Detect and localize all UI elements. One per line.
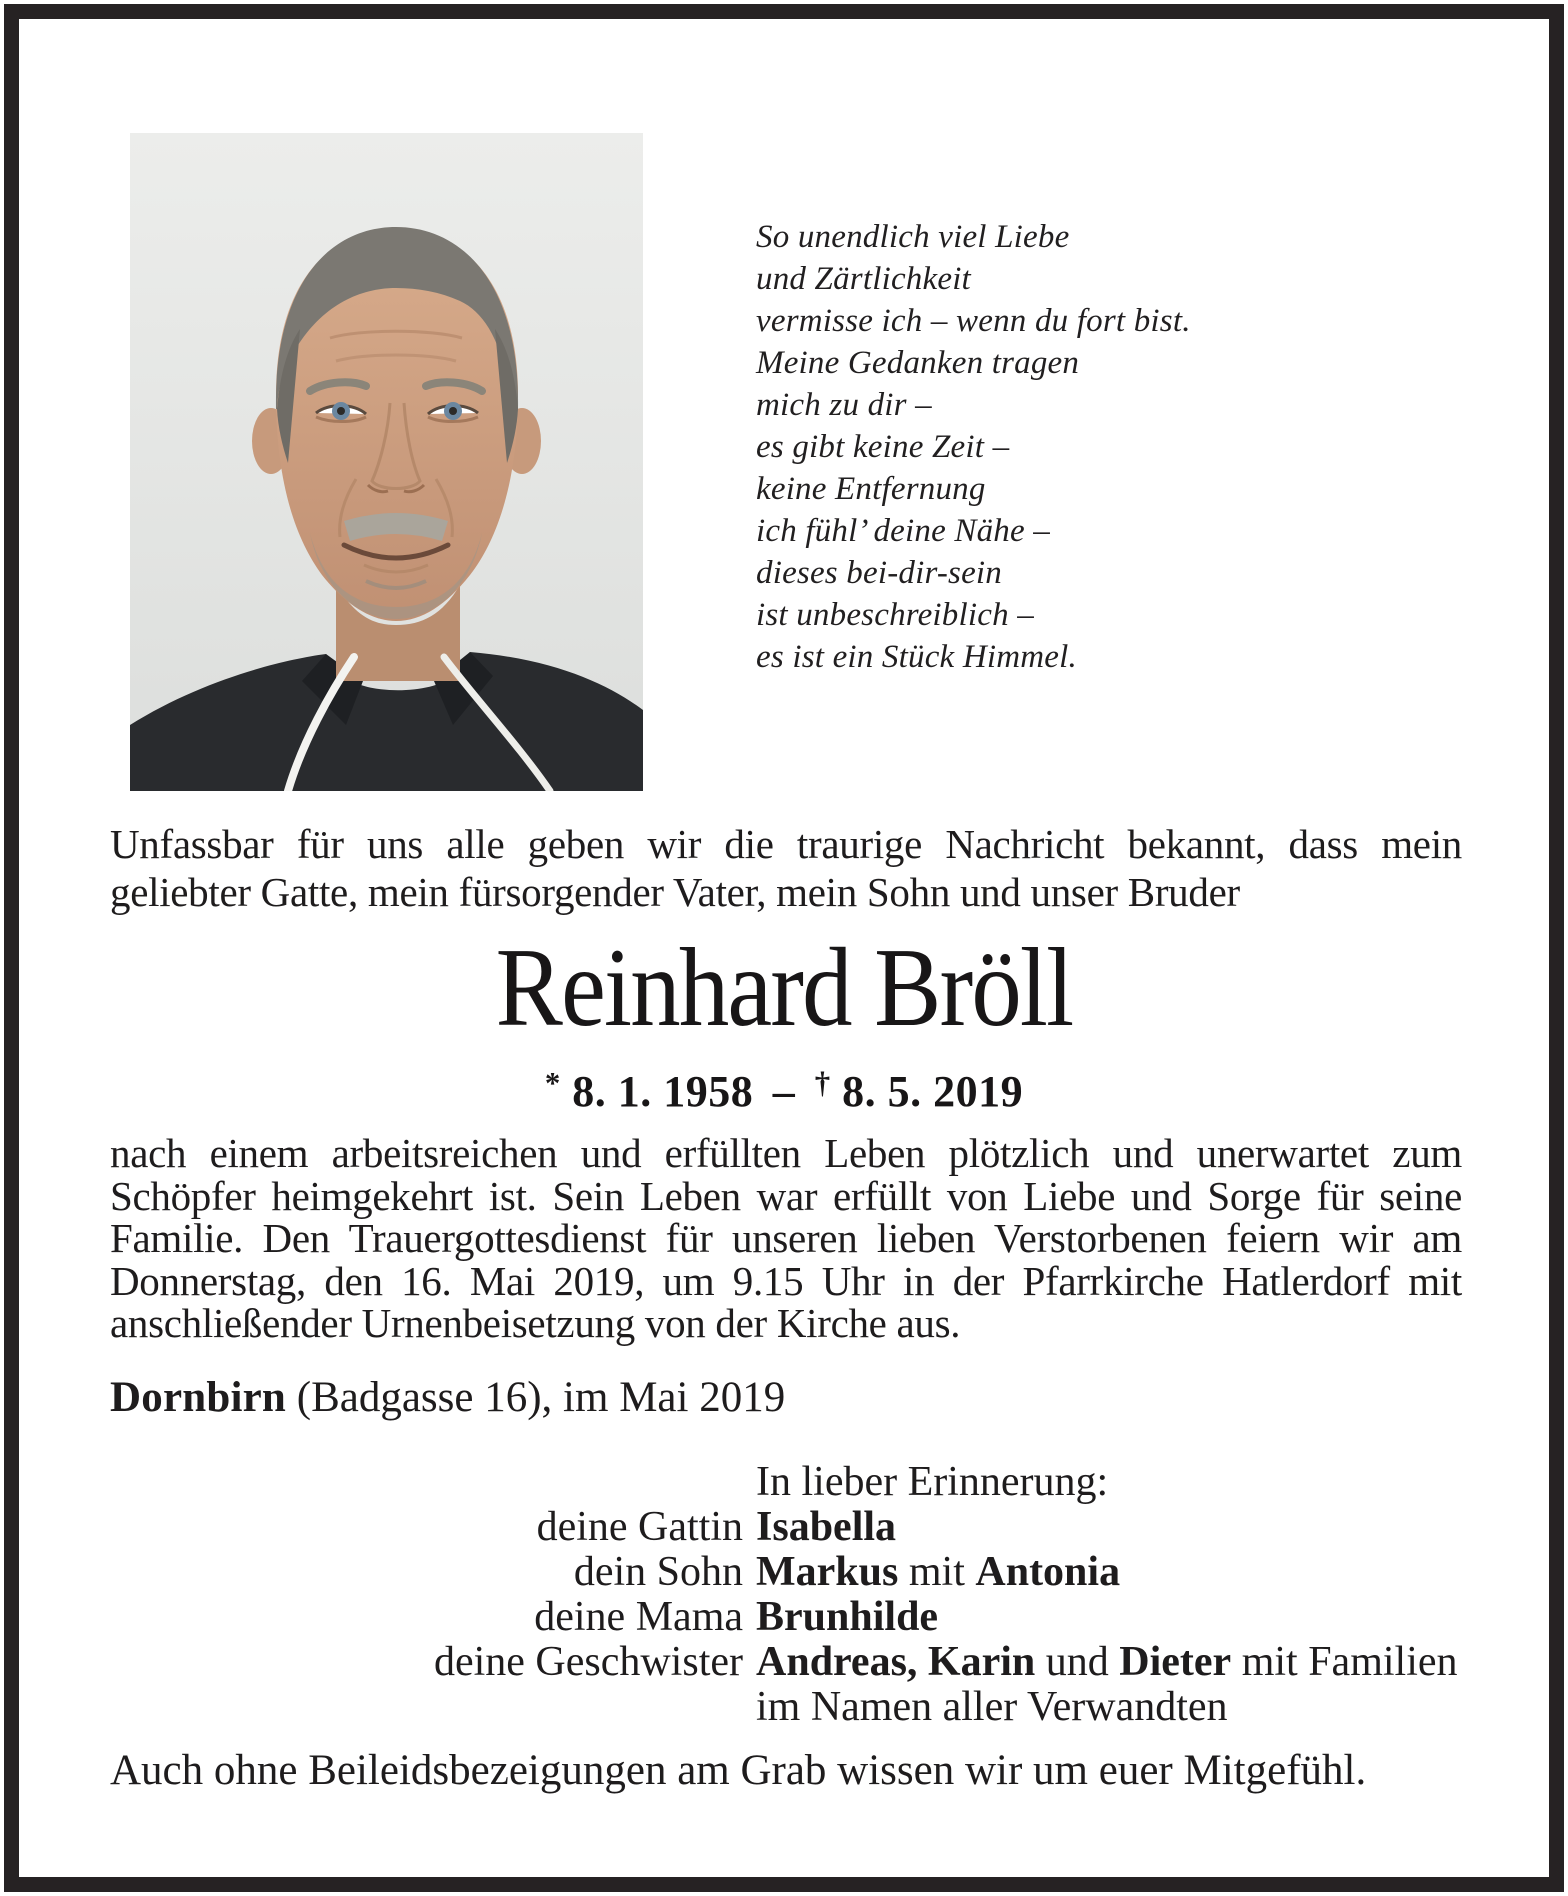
poem-line: keine Entfernung xyxy=(756,471,986,507)
life-dates xyxy=(0,1066,1568,1117)
remembrance-names xyxy=(756,1505,1468,1550)
poem-line: ist unbeschreiblich – xyxy=(756,597,1034,633)
remembrance-relation-label: deine Mama xyxy=(534,1594,743,1640)
family-member-name: Isabella xyxy=(756,1504,897,1550)
birth-date: 8. 1. 1958 xyxy=(572,1067,754,1116)
poem-line: So unendlich viel Liebe xyxy=(756,219,1070,255)
condolence-note: Auch ohne Beileidsbezeigungen am Grab wissen wir um euer Mitgefühl. xyxy=(110,1747,1367,1794)
family-member-name: Markus xyxy=(756,1549,899,1595)
names-connector: und xyxy=(1035,1639,1120,1685)
family-member-name: Dieter xyxy=(1119,1639,1232,1685)
place-rest: (Badgasse 16), im Mai 2019 xyxy=(286,1374,786,1421)
poem-line: Meine Gedanken tragen xyxy=(756,345,1080,381)
poem-line: und Zärtlichkeit xyxy=(756,261,971,297)
remembrance-relation-label: deine Geschwister xyxy=(433,1639,743,1685)
obituary-body-text: nach einem arbeitsreichen und erfüllten Leben plötzlich und unerwartet zum Schöpfer heimgekehrt ist. Sein Leben war erfüllt von Liebe und Sorge für seine Familie. Den Trauergottesdienst für unseren lieben Verstorbenen feiern wir am Donnerstag, den 16. Mai 2019, um 9.15 Uhr in der Pfarrkirche Hatlerdorf mit anschließender Urnenbeisetzung von der Kirche aus. xyxy=(110,1130,1462,1347)
poem-line: dieses bei-dir-sein xyxy=(756,555,1002,591)
poem-line: es ist ein Stück Himmel. xyxy=(756,639,1077,675)
remembrance-names xyxy=(756,1550,1468,1595)
place-date-line xyxy=(110,1374,785,1422)
death-symbol: † xyxy=(814,1066,831,1101)
names-connector: mit Familien xyxy=(1231,1639,1458,1685)
poem-line: mich zu dir – xyxy=(756,387,932,423)
remembrance-names xyxy=(756,1595,1468,1640)
family-member-name: Antonia xyxy=(975,1549,1121,1595)
remembrance-relation-label: deine Gattin xyxy=(536,1504,743,1550)
portrait-illustration xyxy=(130,133,643,791)
remembrance-list xyxy=(110,1460,1468,1730)
remembrance-relation-label: dein Sohn xyxy=(573,1549,743,1595)
remembrance-names xyxy=(756,1640,1468,1685)
announcement-text: Unfassbar für uns alle geben wir die traurige Nachricht bekannt, dass mein geliebter Gatte, mein fürsorgender Vater, mein Sohn und unser Bruder xyxy=(110,821,1462,915)
poem-line: ich fühl’ deine Nähe – xyxy=(756,513,1051,549)
names-connector: mit xyxy=(898,1549,976,1595)
remembrance-heading: In lieber Erinnerung: xyxy=(756,1459,1109,1505)
family-member-name: Brunhilde xyxy=(756,1594,939,1640)
family-member-name: Andreas, Karin xyxy=(756,1639,1036,1685)
death-date: 8. 5. 2019 xyxy=(842,1067,1024,1116)
place-name: Dornbirn xyxy=(110,1374,287,1421)
remembrance-closing: im Namen aller Verwandten xyxy=(756,1684,1228,1730)
memorial-poem xyxy=(756,216,1191,678)
portrait-photo xyxy=(130,133,643,791)
deceased-name: Reinhard Bröll xyxy=(495,926,1073,1050)
dates-separator: – xyxy=(772,1067,796,1116)
birth-symbol: * xyxy=(544,1066,561,1101)
poem-line: vermisse ich – wenn du fort bist. xyxy=(756,303,1191,339)
poem-line: es gibt keine Zeit – xyxy=(756,429,1010,465)
